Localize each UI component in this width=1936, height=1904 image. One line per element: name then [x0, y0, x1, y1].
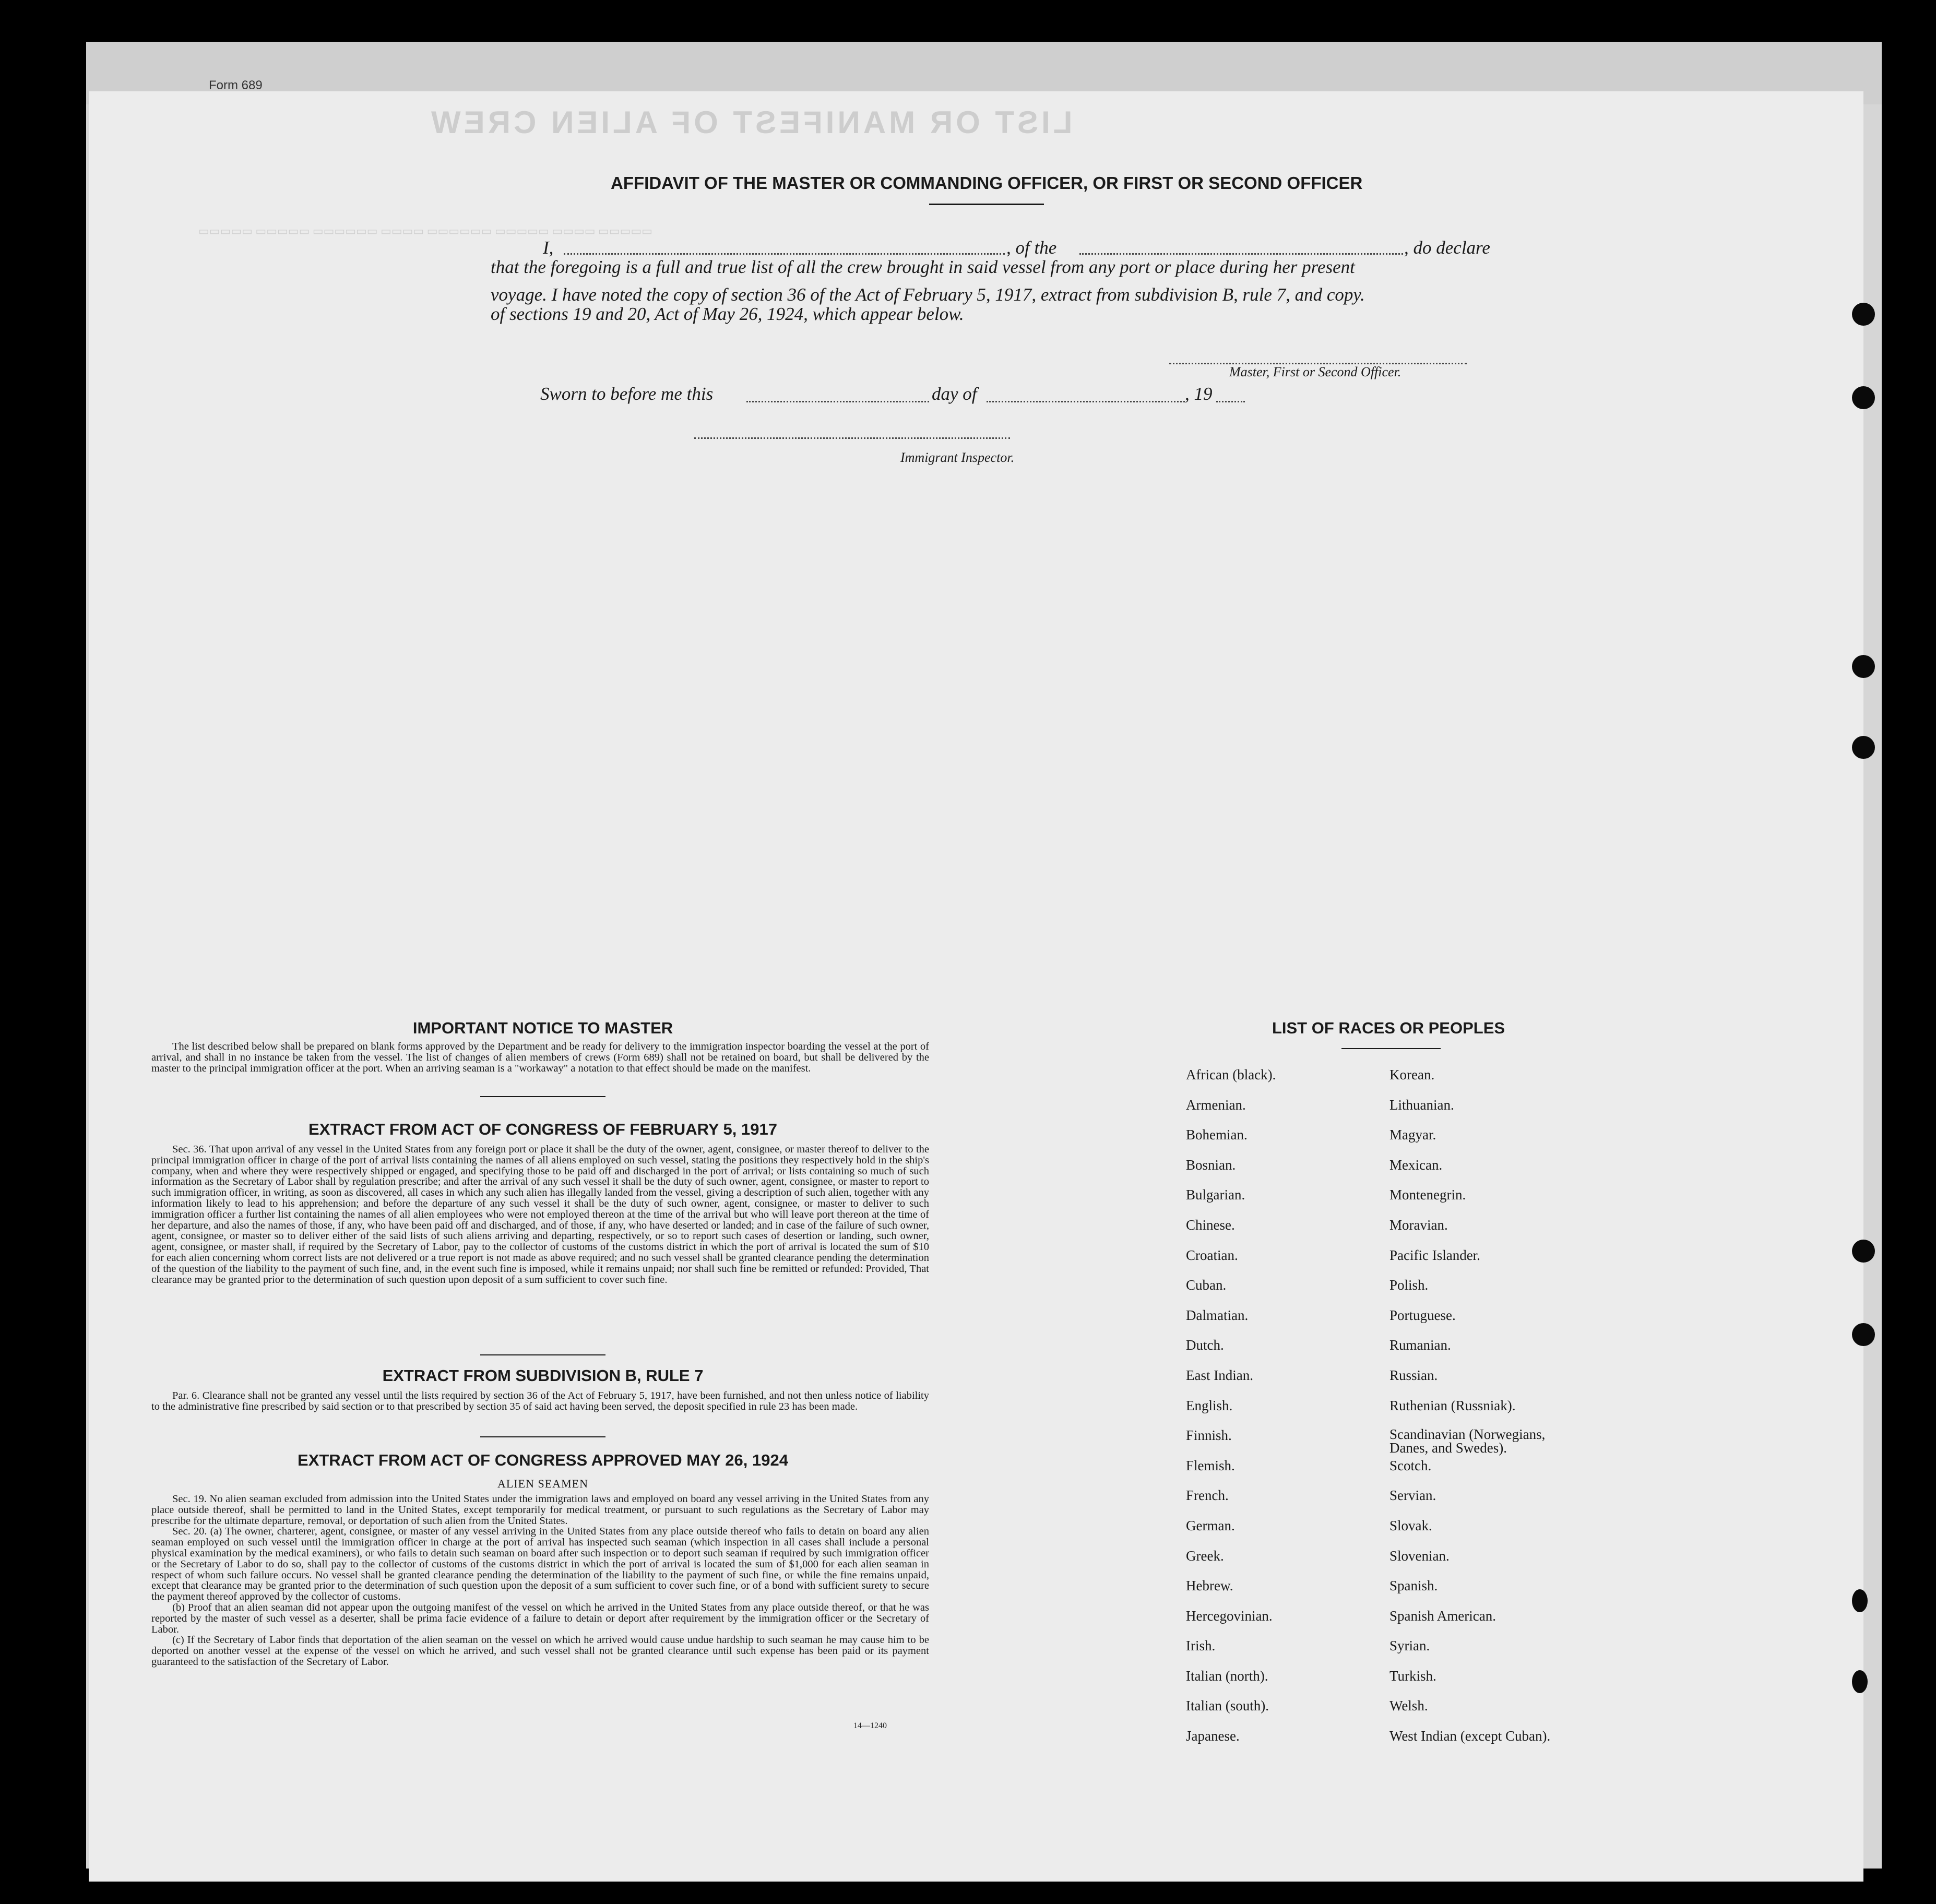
race-item: Italian (north).	[1186, 1668, 1268, 1684]
race-item: Slovenian.	[1389, 1548, 1450, 1564]
alien-seamen-subtitle: ALIEN SEAMEN	[497, 1477, 588, 1490]
race-item: Portuguese.	[1389, 1307, 1456, 1323]
race-item: Magyar.	[1389, 1127, 1436, 1143]
race-item: Korean.	[1389, 1067, 1435, 1082]
race-item: Spanish.	[1389, 1578, 1438, 1594]
master-label: Master, First or Second Officer.	[1229, 364, 1401, 379]
sworn-year-line[interactable]	[1216, 401, 1245, 402]
bleed-through-columns: ▭▭▭▭▭ ▭▭▭▭▭ ▭▭▭▭▭▭ ▭▭▭▭ ▭▭▭▭▭▭ ▭▭▭▭▭ ▭▭▭▭ ▭▭▭▭▭	[198, 224, 652, 237]
race-item: Chinese.	[1186, 1217, 1235, 1233]
extract-1924-text	[151, 1494, 929, 1668]
race-item: Flemish.	[1186, 1457, 1235, 1473]
extract-1924-title: EXTRACT FROM ACT OF CONGRESS APPROVED MAY 26, 1924	[298, 1451, 788, 1469]
race-item: Spanish American.	[1389, 1608, 1496, 1624]
binder-hole	[1852, 1240, 1875, 1263]
section-rule	[480, 1354, 605, 1355]
sworn-month-line[interactable]	[987, 401, 1185, 402]
vessel-blank-line[interactable]	[1079, 253, 1403, 255]
affidavit-line-1: that the foregoing is a full and true list of all the crew brought in said vessel from any port or place during her present	[491, 257, 1355, 277]
affidavit-do-declare: , do declare	[1404, 237, 1490, 258]
day-of-label: day of	[932, 384, 977, 404]
title-rule	[929, 204, 1044, 205]
races-rule	[1341, 1048, 1441, 1049]
race-item: Irish.	[1186, 1638, 1216, 1654]
race-item: Hercegovinian.	[1186, 1608, 1273, 1624]
race-item: Moravian.	[1389, 1217, 1448, 1233]
year-prefix: , 19	[1185, 384, 1213, 404]
affidavit-of-the: , of the	[1006, 237, 1057, 258]
notice-text: The list described below shall be prepared on blank forms approved by the Department and be ready for delivery to the immigration inspector boarding the vessel at the port of arrival, and shall in no instance be taken from the vessel. The list of changes of alien members of crews (Form 689) shall not be retained on board, but shall be delivered by the master to the principal immigration officer at the port. When an arriving seaman is a "workaway" a notation to that effect should be made on the manifest.	[151, 1041, 929, 1074]
race-item: Cuban.	[1186, 1277, 1227, 1293]
race-item: Rumanian.	[1389, 1337, 1451, 1353]
race-item: Bohemian.	[1186, 1127, 1248, 1143]
race-item: Bosnian.	[1186, 1157, 1236, 1173]
notice-title: IMPORTANT NOTICE TO MASTER	[412, 1019, 673, 1037]
bleed-through-heading: LIST OR MANIFEST OF ALIEN CREW	[428, 105, 1073, 140]
race-item: Syrian.	[1389, 1638, 1430, 1654]
binder-hole	[1852, 303, 1875, 326]
race-item: African (black).	[1186, 1067, 1276, 1082]
affidavit-line-3: of sections 19 and 20, Act of May 26, 1924, which appear below.	[491, 304, 964, 324]
race-item: Slovak.	[1389, 1517, 1432, 1533]
extract-1917-title: EXTRACT FROM ACT OF CONGRESS OF FEBRUARY 5, 1917	[308, 1120, 777, 1138]
race-item: German.	[1186, 1517, 1235, 1533]
sec-20c-paragraph: (c) If the Secretary of Labor finds that deportation of the alien seaman on the vessel on which he arrived would cause undue hardship to such seaman he may cause him to be deported on another vessel at the expense of the vessel on which he arrived, and such vessel shall not be granted clearance until such expense has been paid or its payment guaranteed to the satisfaction of the Secretary of Labor.	[151, 1634, 929, 1668]
extract-1917-text: Sec. 36. That upon arrival of any vessel in the United States from any foreign port or place it shall be the duty of the owner, agent, consignee, or master thereof to deliver to the principal immigration officer in charge of the port of arrival lists containing the names of all aliens employed on such vessel, stating the positions they respectively hold in the ship's company, when and where they were respectively shipped or engaged, and specifying those to be paid off and discharged in the port of arrival; or lists containing so much of such information as the Secretary of Labor shall by regulation prescribe; and after the arrival of any such vessel it shall be the duty of such owner, agent, consignee, or master to report to such immigration officer, in writing, as soon as discovered, all cases in which any such alien has illegally landed from the vessel, giving a description of such alien, together with any information likely to lead to his apprehension; and before the departure of any such vessel it shall be the duty of such owner, agent, consignee, or master to deliver to such immigration officer a further list containing the names of all alien employees who were not employed thereon at the time of the arrival but who will leave port thereon at the time of her departure, and also the names of those, if any, who have been paid off and discharged, and of those, if any, who have deserted or landed; and in case of the failure of such owner, agent, consignee, or master so to deliver either of the said lists of such aliens arriving and departing, respectively, or so to report such cases of desertion or landing, such owner, agent, consignee, or master shall, if required by the Secretary of Labor, pay to the collector of customs of the customs district in which the port of arrival is located the sum of $10 for each alien concerning whom correct lists are not delivered or a true report is not made as above required; and no such vessel shall be granted clearance pending the determination of the question of the liability to the payment of such fine, and, in the event such fine is imposed, while it remains unpaid; nor shall such fine be remitted or refunded: Provided, That clearance may be granted prior to the determination of such question upon deposit of a sum sufficient to cover such fine.	[151, 1144, 929, 1286]
race-item: Hebrew.	[1186, 1578, 1233, 1594]
races-left-column	[1186, 1067, 1276, 1758]
binder-hole	[1852, 655, 1875, 678]
binder-hole	[1852, 1670, 1868, 1693]
sec-20b-paragraph: (b) Proof that an alien seaman did not appear upon the outgoing manifest of the vessel on which he arrived in the United States from any place outside thereof, or that he was reported by the master of such vessel as a deserter, shall be prima facie evidence of a failure to detain or deport after requirement by the immigration officer or the Secretary of Labor.	[151, 1601, 929, 1635]
binder-hole	[1852, 1589, 1868, 1612]
race-item: Welsh.	[1389, 1698, 1428, 1714]
race-item: West Indian (except Cuban).	[1389, 1728, 1551, 1744]
sec-20a-paragraph: Sec. 20. (a) The owner, charterer, agent, consignee, or master of any vessel arriving in the United States from any place outside thereof who fails to detain on board any alien seaman employed on such vessel until the immigration officer in charge at the port of arrival has inspected such seaman (which inspection in all cases shall include a personal physical examination by the medical examiners), or who fails to detain such seaman on board after such inspection or to deport such seaman if required by such immigration officer or the Secretary of Labor to do so, shall pay to the collector of customs of the customs district in which the port of arrival is located the sum of $1,000 for each alien seaman in respect of whom such failure occurs. No vessel shall be granted clearance pending the determination of the liability to the payment of such fine, or while the fine remains unpaid, except that clearance may be granted prior to the determination of such question upon the deposit of a sum sufficient to cover such fine, or of a bond with sufficient surety to secure the payment thereof approved by the collector of customs.	[151, 1526, 929, 1603]
form-number: Form 689	[209, 78, 263, 92]
race-item: Pacific Islander.	[1389, 1247, 1480, 1263]
extract-rule7-text: Par. 6. Clearance shall not be granted any vessel until the lists required by section 36 of the Act of February 5, 1917, have been furnished, and not then unless notice of liability to the administrative fine prescribed by said section or to that prescribed by section 35 of said act having been served, the deposit specified in rule 23 has been made.	[151, 1390, 929, 1412]
section-rule	[480, 1096, 605, 1097]
race-item: Dalmatian.	[1186, 1307, 1249, 1323]
binder-hole	[1852, 386, 1875, 409]
affidavit-title: AFFIDAVIT OF THE MASTER OR COMMANDING OFFICER, OR FIRST OR SECOND OFFICER	[611, 173, 1363, 193]
sec-19-paragraph: Sec. 19. No alien seaman excluded from admission into the United States under the immigration laws and employed on board any vessel arriving in the United States from any place outside thereof, shall be permitted to land in the United States, except temporarily for medical treatment, or pursuant to such regulations as the Secretary of Labor may prescribe for the ultimate departure, removal, or deportation of such alien from the United States.	[151, 1493, 929, 1527]
race-item: Scotch.	[1389, 1457, 1432, 1473]
race-item: Bulgarian.	[1186, 1187, 1245, 1203]
race-item: Polish.	[1389, 1277, 1429, 1293]
race-item: Lithuanian.	[1389, 1097, 1454, 1113]
race-item: Mexican.	[1389, 1157, 1443, 1173]
binder-hole	[1852, 1323, 1875, 1346]
race-item: Japanese.	[1186, 1728, 1240, 1744]
race-item: French.	[1186, 1487, 1229, 1504]
race-item: Finnish.	[1186, 1427, 1232, 1444]
section-rule	[480, 1436, 605, 1437]
race-item: Greek.	[1186, 1548, 1224, 1564]
race-item: Ruthenian (Russniak).	[1389, 1397, 1516, 1413]
race-item: Croatian.	[1186, 1247, 1238, 1263]
name-blank-line[interactable]	[564, 253, 1005, 255]
sworn-label: Sworn to before me this	[540, 384, 714, 404]
print-code: 14—1240	[853, 1721, 887, 1730]
race-item: Italian (south).	[1186, 1698, 1269, 1714]
race-item: Servian.	[1389, 1487, 1436, 1504]
race-item: Russian.	[1389, 1367, 1438, 1383]
race-item: Montenegrin.	[1389, 1187, 1466, 1203]
inspector-label: Immigrant Inspector.	[900, 450, 1015, 465]
affidavit-line-2: voyage. I have noted the copy of section 36 of the Act of February 5, 1917, extract from subdivision B, rule 7, and copy.	[491, 284, 1365, 305]
inspector-signature-line[interactable]	[694, 437, 1010, 439]
race-item: English.	[1186, 1397, 1233, 1413]
race-item: Armenian.	[1186, 1097, 1246, 1113]
race-item: East Indian.	[1186, 1367, 1253, 1383]
races-right-column	[1389, 1067, 1562, 1758]
race-item: Scandinavian (Norwegians, Danes, and Swedes).	[1389, 1426, 1546, 1456]
extract-rule7-title: EXTRACT FROM SUBDIVISION B, RULE 7	[382, 1366, 704, 1385]
race-item: Dutch.	[1186, 1337, 1224, 1353]
races-title: LIST OF RACES OR PEOPLES	[1272, 1019, 1505, 1037]
sworn-day-line[interactable]	[746, 401, 929, 402]
binder-hole	[1852, 736, 1875, 759]
race-item: Turkish.	[1389, 1668, 1436, 1684]
affidavit-i-label: I,	[543, 237, 554, 258]
